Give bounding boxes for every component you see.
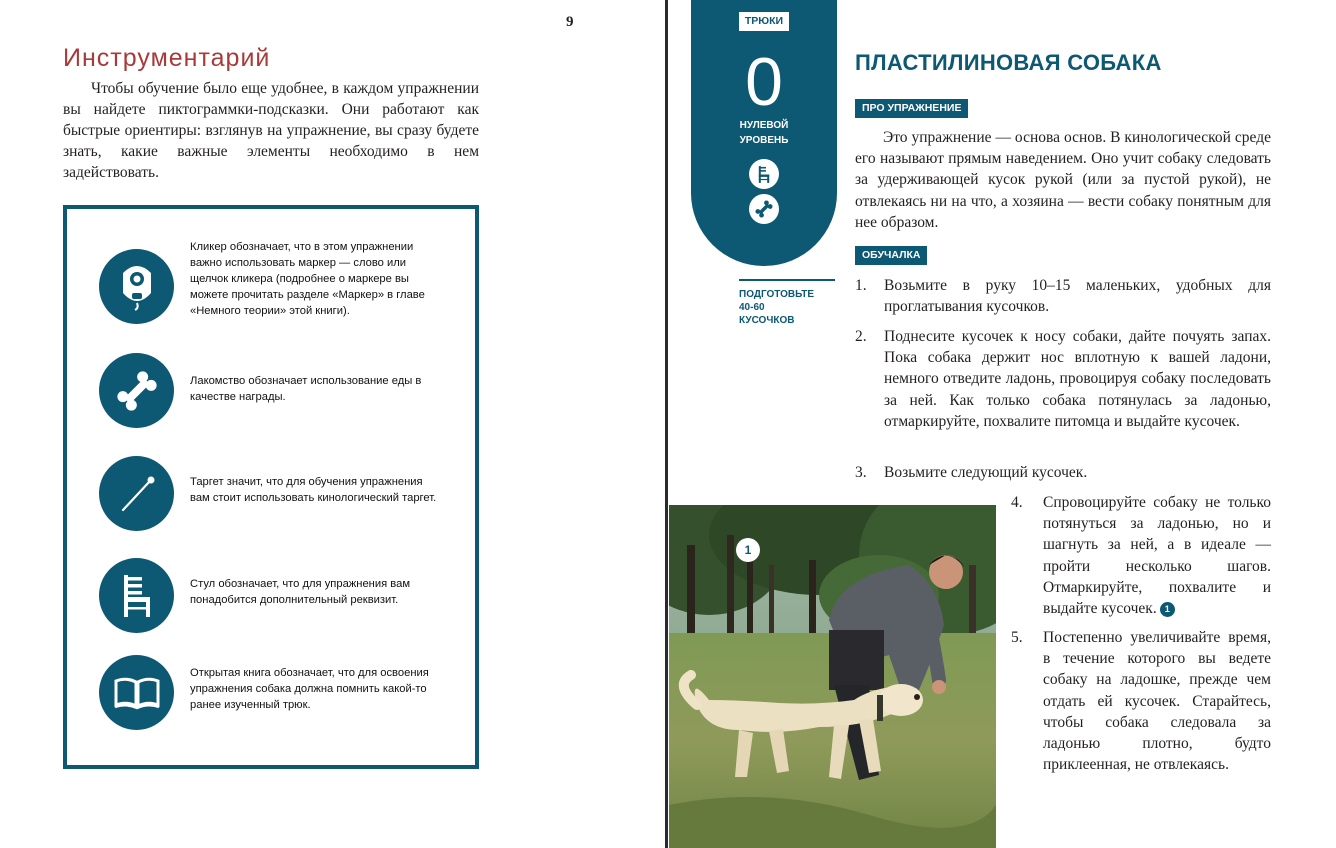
- step-3: [855, 462, 1271, 484]
- book-spine: [665, 0, 668, 848]
- bone-icon: [749, 194, 779, 224]
- exercise-title: ПЛАСТИЛИНОВАЯ СОБАКА: [855, 50, 1162, 75]
- step-1: [855, 275, 1271, 319]
- section-title: Инструментарий: [63, 44, 271, 72]
- step-number: 3.: [855, 464, 867, 481]
- bone-icon: [99, 353, 174, 428]
- right-page: [669, 0, 1336, 848]
- clicker-icon: [99, 249, 174, 324]
- training-photo: [669, 505, 996, 848]
- about-label: ПРО УПРАЖНЕНИЕ: [855, 99, 968, 118]
- legend-text: Кликер обозначает, что в этом упражнении важно использовать маркер — слово или щелчок кликера (подробнее о маркере вы можете прочитать разделе «Маркер» в главе «Немного теории» этой книги).: [190, 241, 425, 317]
- prep-note: ПОДГОТОВЬТЕ 40-60 КУСОЧКОВ: [739, 289, 815, 326]
- step-number: 5.: [1011, 629, 1023, 646]
- legend-text: Стул обозначает, что для упражнения вам понадобится дополнительный реквизит.: [190, 578, 411, 606]
- photo-number-badge: 1: [736, 538, 760, 562]
- target-stick-icon: [99, 456, 174, 531]
- prep-divider: [739, 279, 835, 281]
- category-badge: ТРЮКИ: [739, 12, 789, 31]
- intro-paragraph: Чтобы обучение было еще удобнее, в каждом упражнении вы найдете пиктограммки-подсказки. Они работают как быстрые ориентиры: взглянув на упражнение, вы сразу будете знать, какие важные элементы необходимо в нем задействовать.: [63, 80, 479, 181]
- step-2: [855, 326, 1271, 454]
- open-book-icon: [99, 655, 174, 730]
- level-number: 0: [745, 44, 783, 120]
- step-text: Постепенно увеличивайте время, в течение которого вы ведете собаку на ладошке, прежде чем отдать ей кусочек. Старайтесь, чтобы собака следовала за ладонью плотно, будто приклеенная, не отвлекаясь.: [1043, 629, 1271, 774]
- step-number: 1.: [855, 277, 867, 294]
- photo-reference-marker: 1: [1160, 602, 1175, 617]
- step-text: Возьмите в руку 10–15 маленьких, удобных для проглатывания кусочков.: [884, 277, 1271, 316]
- chair-icon: [749, 159, 779, 189]
- page-number: 9: [566, 14, 574, 30]
- legend-text: Таргет значит, что для обучения упражнения вам стоит использовать кинологический таргет.: [190, 476, 437, 504]
- about-paragraph: Это упражнение — основа основ. В кинологической среде его называют прямым наведением. Оно учит собаку следовать за удерживающей кусок рукой (или за пустой рукой), не отвлекаясь ни на что, а хозяина — вести собаку понятным для нее образом.: [855, 129, 1271, 231]
- level-tab: [691, 0, 837, 266]
- chair-icon: [99, 558, 174, 633]
- step-number: 2.: [855, 328, 867, 345]
- pictogram-legend: [63, 205, 479, 769]
- step-text: Поднесите кусочек к носу собаки, дайте почуять запах. Пока собака держит нос вплотную к вашей ладони, немного отведите ладонь, провоцируя собаку последовать за ней. Как только собака потянулась за ладонью, отмаркируйте, похвалите питомца и выдайте кусочек.: [884, 328, 1271, 430]
- left-page: [0, 0, 666, 848]
- step-text: Возьмите следующий кусочек.: [884, 464, 1088, 481]
- step-5: [1011, 627, 1271, 777]
- steps-label: ОБУЧАЛКА: [855, 246, 927, 265]
- legend-text: Лакомство обозначает использование еды в качестве награды.: [190, 375, 422, 403]
- level-label: НУЛЕВОЙ УРОВЕНЬ: [739, 120, 789, 146]
- step-number: 4.: [1011, 494, 1023, 511]
- step-4: [1011, 492, 1271, 620]
- legend-text: Открытая книга обозначает, что для освоения упражнения собака должна помнить какой-то ранее изученный трюк.: [190, 667, 429, 711]
- step-text: Спровоцируйте собаку не только потянуться за ладонью, но и шагнуть за ней, а в идеале — пройти несколько шагов. Отмаркируйте, похвалите и выдайте кусочек. 1: [1043, 494, 1271, 618]
